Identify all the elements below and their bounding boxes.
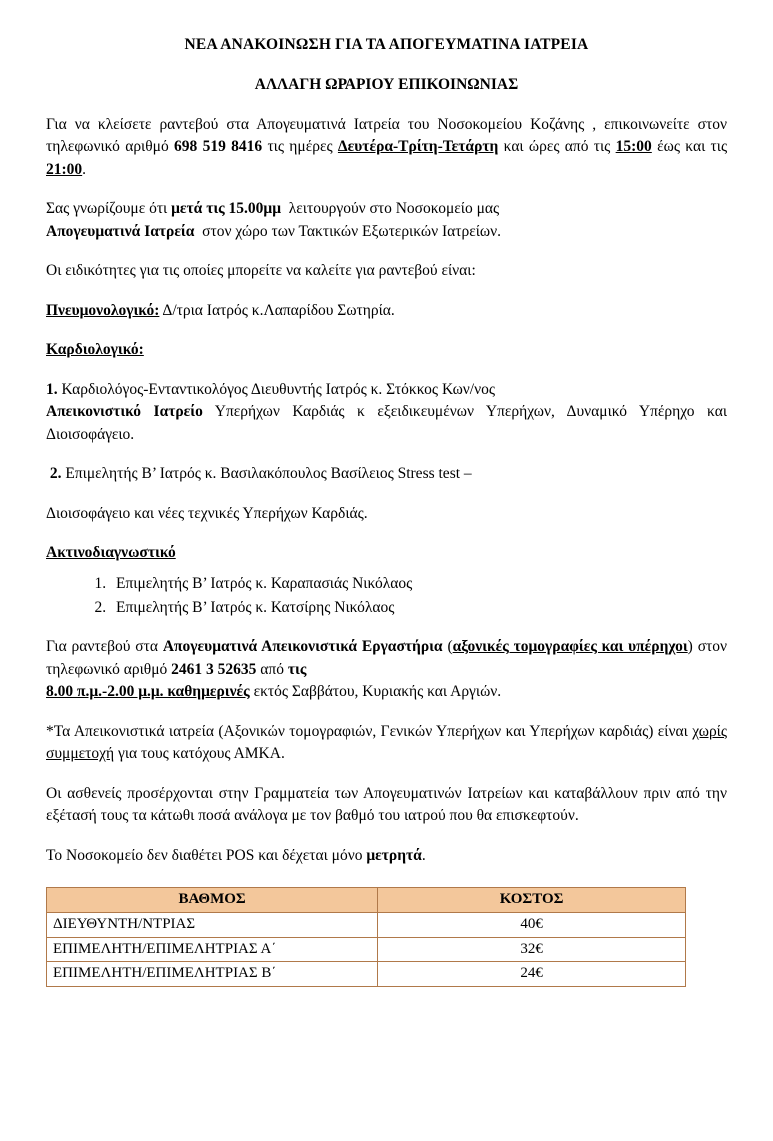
- cardiology-item-1-bold: Απεικονιστικό Ιατρείο: [46, 403, 203, 421]
- pneumonology-heading: Πνευμονολογικό:: [46, 301, 160, 319]
- radiology-doctor-list: [46, 573, 727, 620]
- column-header-cost: ΚΟΣΤΟΣ: [378, 888, 686, 913]
- section-cardiology-heading: [46, 339, 727, 361]
- paragraph-afternoon-clinics: [46, 198, 727, 243]
- fees-table-body: [47, 912, 686, 986]
- p2-text-2: λειτουργούν στο Νοσοκομείο μας: [288, 200, 500, 218]
- p1-text-2: τις ημέρες: [267, 138, 333, 156]
- fees-table-head: [47, 888, 686, 913]
- cardiology-item-1-number: 1.: [46, 380, 58, 398]
- fees-table: [46, 887, 686, 987]
- table-header-row: [47, 888, 686, 913]
- p4-labs-bold: Απογευματινά Απεικονιστικά Εργαστήρια: [162, 638, 443, 656]
- p4-paren-close: ): [687, 638, 693, 656]
- paragraph-no-participation: [46, 721, 727, 766]
- p5-underline: χωρίς συμμετοχή: [46, 722, 727, 763]
- table-row: [47, 962, 686, 987]
- p1-days: Δευτέρα-Τρίτη-Τετάρτη: [337, 138, 499, 156]
- p7-cash-bold: μετρητά: [366, 846, 422, 864]
- p7-text-1: Το Νοσοκομείο δεν διαθέτει POS και δέχεται μόνο: [46, 846, 363, 864]
- cell-grade: ΔΙΕΥΘΥΝΤΗ/ΝΤΡΙΑΣ: [47, 912, 378, 937]
- paragraph-cash-only: [46, 845, 727, 867]
- cardiology-item-2-number: 2.: [49, 465, 62, 483]
- cardiology-item-1: [46, 379, 727, 446]
- p1-text-3: και ώρες από τις: [503, 138, 611, 156]
- cell-grade: ΕΠΙΜΕΛΗΤΗ/ΕΠΙΜΕΛΗΤΡΙΑΣ Β΄: [47, 962, 378, 987]
- p2-clinics-bold: Απογευματινά Ιατρεία: [46, 222, 195, 240]
- table-row: [47, 912, 686, 937]
- p4-text-4: εκτός Σαββάτου, Κυριακής και Αργιών.: [253, 683, 502, 701]
- cardiology-heading: Καρδιολογικό:: [46, 341, 144, 359]
- list-item: 2. Επιμελητής Β’ Ιατρός κ. Κατσίρης Νικόλαος: [110, 597, 727, 619]
- p2-text-3: στον χώρο των Τακτικών Εξωτερικών Ιατρείων.: [202, 222, 501, 240]
- cardiology-item-2-text: Επιμελητής Β’ Ιατρός κ. Βασιλακόπουλος Βασίλειος Stress test –: [61, 465, 472, 483]
- paragraph-appointments: [46, 114, 727, 181]
- p1-time-from: 15:00: [615, 138, 652, 156]
- p4-text-2: στον τηλεφωνικό αριθμό: [46, 638, 728, 678]
- radiology-heading: Ακτινοδιαγνωστικό: [46, 544, 176, 562]
- paragraph-specialties-intro: Οι ειδικότητες για τις οποίες μπορείτε να καλείτε για ραντεβού είναι:: [46, 262, 476, 280]
- p1-text-4: έως και τις: [657, 138, 728, 156]
- p1-text-5: .: [82, 160, 87, 178]
- cell-cost: 24€: [378, 962, 686, 987]
- cardiology-item-1-text-1: Καρδιολόγος-Ενταντικολόγος Διευθυντής Ιατρός κ. Στόκκος Κων/νος: [61, 380, 495, 398]
- p1-phone-number: 698 519 8416: [174, 138, 263, 156]
- p4-text-3: από: [260, 660, 284, 678]
- p2-text-1: Σας γνωρίζουμε ότι: [46, 200, 168, 218]
- list-item: 1. Επιμελητής Β’ Ιατρός κ. Καραπασιάς Νικόλαος: [110, 573, 727, 595]
- section-pneumonology: [46, 300, 727, 322]
- p2-after-time: μετά τις 15.00μμ: [171, 200, 282, 218]
- table-row: [47, 937, 686, 962]
- section-radiology-heading: [46, 542, 727, 564]
- p4-phone-number: 2461 3 52635: [171, 660, 257, 678]
- p1-text-1: Για να κλείσετε ραντεβού στα Απογευματινά Ιατρεία του Νοσοκομείου Κοζάνης , επικοινωνείτε στον τηλεφωνικό αριθμό: [46, 115, 727, 156]
- p7-text-2: .: [421, 846, 426, 864]
- paragraph-imaging-labs: [46, 636, 727, 703]
- cardiology-item-2-continuation: Διοισοφάγειο και νέες τεχνικές Υπερήχων Καρδιάς.: [46, 504, 368, 522]
- pneumonology-text: Δ/τρια Ιατρός κ.Λαπαρίδου Σωτηρία.: [159, 301, 395, 319]
- cardiology-item-2: [46, 463, 727, 485]
- paragraph-payment-procedure: Οι ασθενείς προσέρχονται στην Γραμματεία των Απογευματινών Ιατρείων και καταβάλλουν πριν από την εξέτασή τους τα κάτωθι ποσά ανάλογα με τον βαθμό του ιατρού που θα επισκεφτούν.: [46, 784, 727, 825]
- cell-grade: ΕΠΙΜΕΛΗΤΗ/ΕΠΙΜΕΛΗΤΡΙΑΣ Α΄: [47, 937, 378, 962]
- column-header-grade: ΒΑΘΜΟΣ: [47, 888, 378, 913]
- p4-exam-types: αξονικές τομογραφίες και υπέρηχοι: [452, 638, 688, 656]
- p4-paren-open: (: [447, 638, 453, 656]
- p5-text-1: *Τα Απεικονιστικά ιατρεία (Αξονικών τομογραφιών, Γενικών Υπερήχων και Υπερήχων καρδιάς) είναι: [46, 722, 688, 740]
- p1-time-to: 21:00: [46, 160, 83, 178]
- page-subtitle: ΑΛΛΑΓΗ ΩΡΑΡΙΟΥ ΕΠΙΚΟΙΝΩΝΙΑΣ: [254, 76, 519, 94]
- p4-hours: 8.00 π.μ.-2.00 μ.μ. καθημερινές: [46, 683, 250, 701]
- cardiology-item-1-text-2: Υπερήχων Καρδιάς κ εξειδικευμένων Υπερήχων, Δυναμικό Υπέρηχο και Διοισοφάγειο.: [46, 403, 728, 443]
- page-title: ΝΕΑ ΑΝΑΚΟΙΝΩΣΗ ΓΙΑ ΤΑ ΑΠΟΓΕΥΜΑΤΙΝΑ ΙΑΤΡΕΙΑ: [184, 36, 589, 53]
- p5-text-2: για τους κατόχους ΑΜΚΑ.: [118, 745, 285, 763]
- p4-text-1: Για ραντεβού στα: [46, 638, 158, 656]
- cell-cost: 40€: [378, 912, 686, 937]
- p4-tis: τις: [287, 660, 307, 678]
- cell-cost: 32€: [378, 937, 686, 962]
